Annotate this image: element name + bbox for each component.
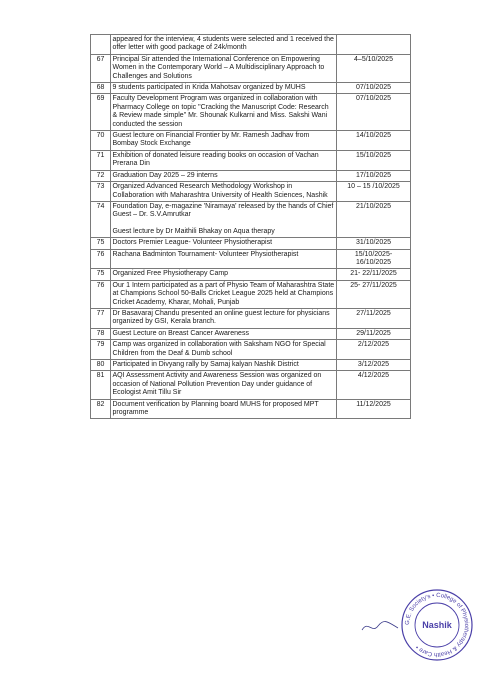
row-number — [91, 35, 111, 55]
table-row — [91, 308, 411, 328]
activity-description — [111, 83, 337, 94]
activity-text: Foundation Day, e-magazine 'Niramaya' released by the hands of Chief Guest – Dr. S.V.Amrutkar — [112, 202, 334, 219]
table-row — [91, 83, 411, 94]
activity-text: Our 1 Intern participated as a part of Physio Team of Maharashtra State at Champions School 50-Balls Cricket League 2025 held at Champions Cricket Academy, Kharar, Mohali, Punjab — [112, 281, 335, 306]
row-number: 76 — [91, 249, 111, 269]
svg-text:Nashik: Nashik — [422, 620, 452, 630]
table-row — [91, 54, 411, 82]
college-seal-stamp — [400, 588, 474, 662]
table-row — [91, 269, 411, 280]
activity-date: 2/12/2025 — [337, 340, 411, 360]
table-row — [91, 170, 411, 181]
row-number: 75 — [91, 238, 111, 249]
activity-date: 25- 27/11/2025 — [337, 280, 411, 308]
activity-description — [111, 35, 337, 55]
table-row — [91, 249, 411, 269]
row-number: 80 — [91, 360, 111, 371]
activity-text: 9 students participated in Krida Mahotsav organized by MUHS — [112, 84, 306, 92]
activity-description — [111, 201, 337, 237]
activity-text: Graduation Day 2025 – 29 interns — [112, 171, 218, 179]
activity-description — [111, 280, 337, 308]
activity-description — [111, 94, 337, 131]
table-row — [91, 280, 411, 308]
activity-text: Camp was organized in collaboration with Saksham NGO for Special Children from the Deaf & Dumb school — [112, 341, 326, 357]
activity-text: Organized Free Physiotherapy Camp — [112, 270, 229, 278]
activity-text: Guest Lecture on Breast Cancer Awareness — [112, 329, 249, 337]
activity-table — [90, 34, 411, 419]
table-row — [91, 94, 411, 131]
activity-text: Participated in Divyang rally by Samaj kalyan Nashik District — [112, 361, 299, 368]
row-number: 71 — [91, 150, 111, 170]
svg-text:G.E. Society's • College of Ph: G.E. Society's • College of Physiotherapy & Health Care • — [404, 592, 470, 658]
activity-description — [111, 249, 337, 269]
activity-text-secondary: Guest lecture by Dr Maithili Bhakay on Aqua therapy — [112, 227, 275, 235]
activity-date: 4–5/10/2025 — [337, 54, 411, 82]
row-number: 79 — [91, 340, 111, 360]
activity-date: 3/12/2025 — [337, 360, 411, 371]
table-row — [91, 328, 411, 339]
activity-date: 29/11/2025 — [337, 328, 411, 339]
row-number: 77 — [91, 308, 111, 328]
activity-date: 21- 22/11/2025 — [337, 269, 411, 280]
table-row — [91, 131, 411, 151]
row-number: 68 — [91, 83, 111, 94]
row-number: 82 — [91, 399, 111, 419]
row-number: 78 — [91, 328, 111, 339]
row-number: 75 — [91, 269, 111, 280]
table-row — [91, 182, 411, 202]
activity-description — [111, 269, 337, 280]
activity-date: 31/10/2025 — [337, 238, 411, 249]
activity-date — [337, 35, 411, 55]
activity-text: Faculty Development Program was organized in collaboration with Pharmacy College on topic "Cracking the Manuscript Code: Research & Review made simple" Mr. Shounak Kulkarni and Miss. Sakshi Wani conducted the session — [112, 95, 329, 128]
activity-date: 21/10/2025 — [337, 201, 411, 237]
row-number: 67 — [91, 54, 111, 82]
row-number: 73 — [91, 182, 111, 202]
activity-description — [111, 150, 337, 170]
activity-description — [111, 131, 337, 151]
activity-description — [111, 182, 337, 202]
activity-text: Doctors Premier League- Volunteer Physiotherapist — [112, 239, 273, 247]
activity-description — [111, 371, 337, 399]
activity-date: 07/10/2025 — [337, 83, 411, 94]
activity-description — [111, 328, 337, 339]
row-number: 76 — [91, 280, 111, 308]
activity-description — [111, 360, 337, 371]
activity-text: Dr Basavaraj Chandu presented an online guest lecture for physicians organized by GSI, Kerala branch. — [112, 309, 330, 326]
activity-description — [111, 170, 337, 181]
table-row — [91, 201, 411, 237]
activity-description — [111, 308, 337, 328]
activity-description — [111, 399, 337, 419]
table-row — [91, 371, 411, 399]
activity-table-body — [91, 35, 411, 419]
activity-description — [111, 54, 337, 82]
table-row — [91, 35, 411, 55]
activity-date: 15/10/2025- 16/10/2025 — [337, 249, 411, 269]
signature — [360, 618, 400, 636]
table-row — [91, 238, 411, 249]
row-number: 72 — [91, 170, 111, 181]
activity-date: 14/10/2025 — [337, 131, 411, 151]
activity-date: 4/12/2025 — [337, 371, 411, 399]
activity-text: Rachana Badminton Tournament- Volunteer Physiotherapist — [112, 250, 299, 258]
row-number: 70 — [91, 131, 111, 151]
activity-date: 11/12/2025 — [337, 399, 411, 419]
table-row — [91, 399, 411, 419]
row-number: 69 — [91, 94, 111, 131]
activity-description — [111, 340, 337, 360]
activity-date: 27/11/2025 — [337, 308, 411, 328]
activity-date: 15/10/2025 — [337, 150, 411, 170]
activity-text: Organized Advanced Research Methodology Workshop in Collaboration with Maharashtra University of Health Sciences, Nashik — [112, 183, 328, 199]
row-number: 74 — [91, 201, 111, 237]
activity-text: Document verification by Planning board MUHS for proposed MPT programme — [112, 400, 319, 417]
row-number: 81 — [91, 371, 111, 399]
activity-text: Guest lecture on Financial Frontier by Mr. Ramesh Jadhav from Bombay Stock Exchange — [112, 132, 310, 148]
activity-date: 17/10/2025 — [337, 170, 411, 181]
activity-date: 10 – 15 /10/2025 — [337, 182, 411, 202]
activity-text: Exhibition of donated leisure reading books on occasion of Vachan Prerana Din — [112, 151, 319, 168]
activity-date: 07/10/2025 — [337, 94, 411, 131]
activity-text: appeared for the interview, 4 students were selected and 1 received the offer letter with good package of 24k/month — [112, 36, 334, 52]
table-row — [91, 360, 411, 371]
table-row — [91, 340, 411, 360]
table-row — [91, 150, 411, 170]
activity-text: AQI Assessment Activity and Awareness Session was organized on occasion of National Pollution Prevention Day under guidance of Ecologist Amit Tillu Sir — [112, 372, 322, 397]
activity-description — [111, 238, 337, 249]
activity-text: Principal Sir attended the International Conference on Empowering Women in the Contemporary World – A Multidisciplinary Approach to Challenges and Solutions — [112, 55, 325, 80]
